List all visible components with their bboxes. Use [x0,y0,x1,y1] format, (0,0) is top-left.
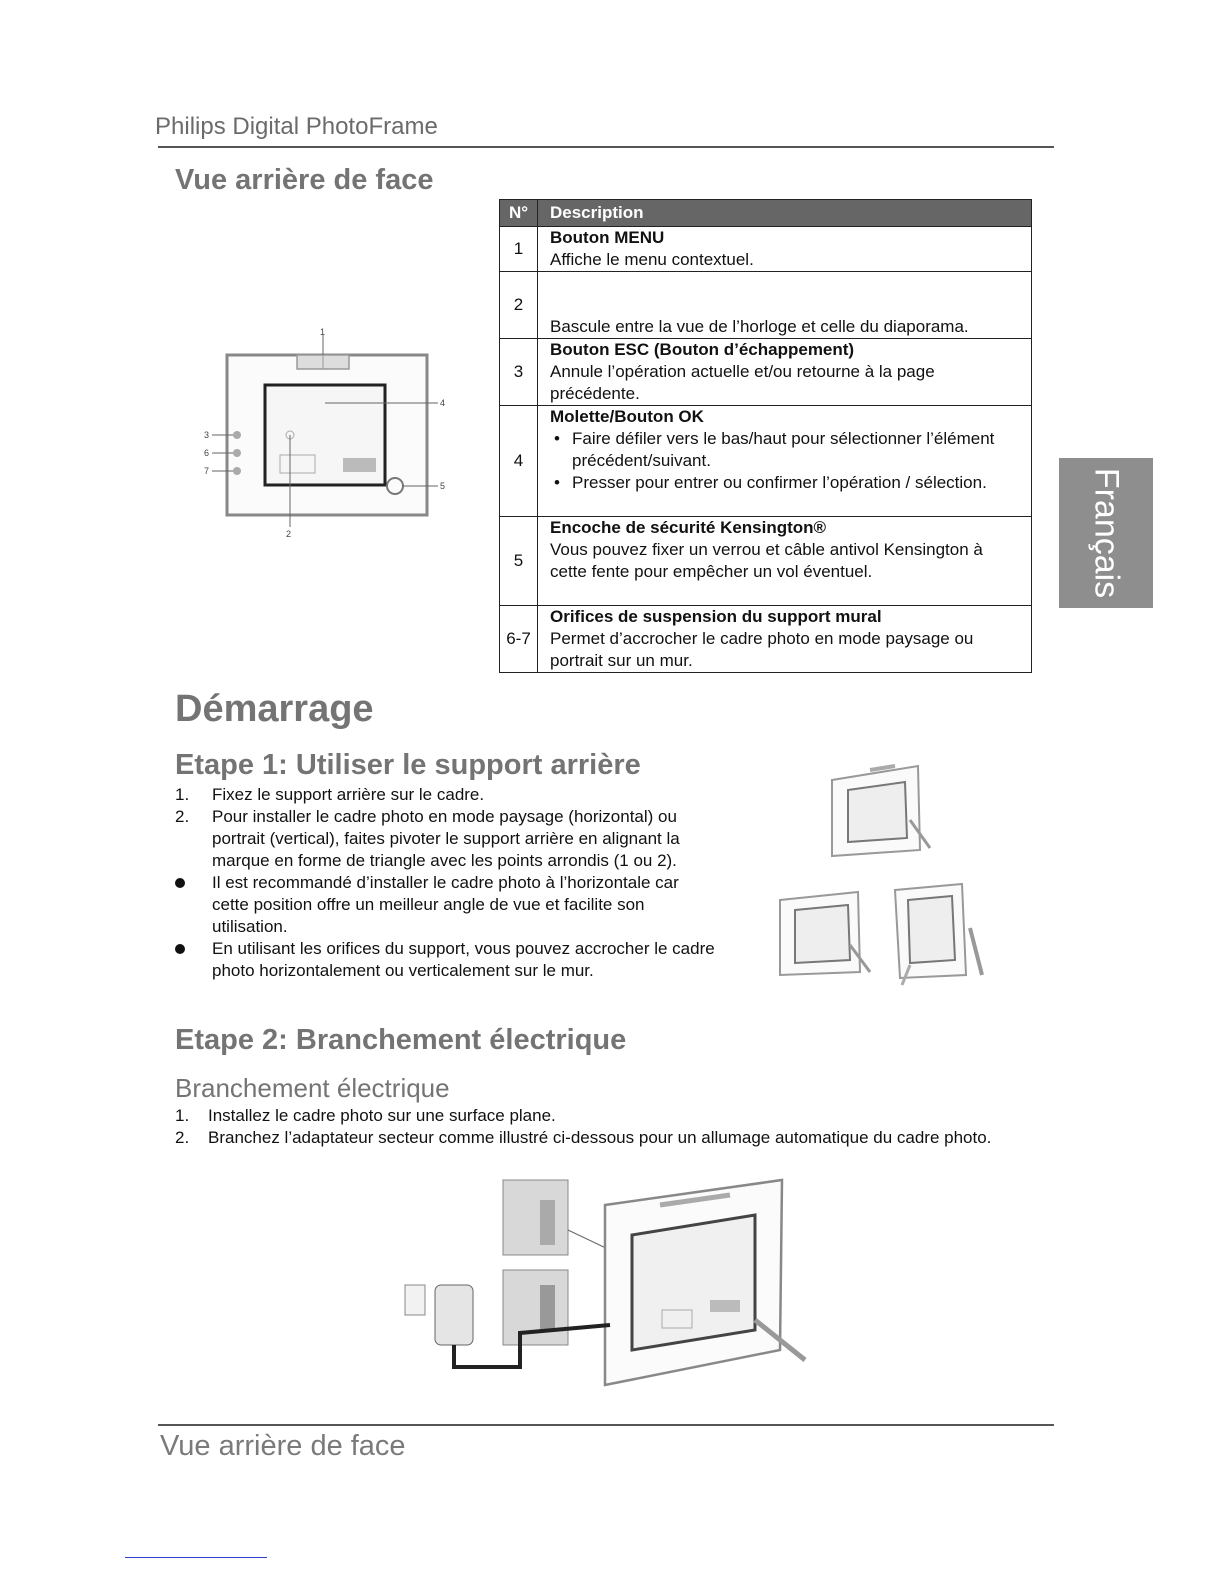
row-num: 5 [500,517,538,606]
step2-heading: Etape 2: Branchement électrique [175,1024,627,1056]
row-num: 2 [500,272,538,339]
list-item-text: Branchez l’adaptateur secteur comme illustré ci-dessous pour un allumage automatique du cadre photo. [208,1128,992,1147]
col-desc-header: Description [538,200,1032,227]
header-rule [158,146,1054,148]
row-text: Bascule entre la vue de l’horloge et celle du diaporama. [550,317,969,336]
list-item-text: Installez le cadre photo sur une surface plane. [208,1106,556,1125]
row-num: 6-7 [500,606,538,673]
callout-1: 1 [320,327,326,337]
list-marker: 2. [175,807,190,826]
list-item-text: Pour installer le cadre photo en mode paysage (horizontal) ou portrait (vertical), faites pivoter le support arrière en alignant la marque en forme de triangle avec les points arrondis (1 ou 2). [212,807,680,870]
list-item [175,1127,1045,1149]
list-item [175,872,720,938]
getting-started-heading: Démarrage [175,688,374,730]
list-marker: 1. [175,1106,190,1125]
table-row [500,339,1032,406]
row-text: Vous pouvez fixer un verrou et câble antivol Kensington à cette fente pour empêcher un vol éventuel. [550,540,983,581]
table-row [500,272,1032,339]
step1-heading: Etape 1: Utiliser le support arrière [175,749,641,781]
callout-5: 5 [440,481,446,491]
list-item-text: En utilisant les orifices du support, vous pouvez accrocher le cadre photo horizontalement ou verticalement sur le mur. [212,939,715,980]
bullet-icon [175,938,185,960]
table-row [500,517,1032,606]
callout-3: 3 [204,430,210,440]
running-header: Philips Digital PhotoFrame [155,113,438,140]
rear-view-heading: Vue arrière de face [175,164,434,196]
list-item [175,784,720,806]
rear-view-diagram [200,325,460,540]
language-tab [1059,458,1153,608]
rear-controls-table [499,199,1032,673]
table-row [500,406,1032,517]
col-num-header: N° [500,200,538,227]
list-item [175,1105,1045,1127]
table-header-row [500,200,1032,227]
callout-6: 6 [204,448,210,458]
power-connection-illustration [400,1175,810,1390]
callout-4: 4 [440,398,446,408]
table-row [500,606,1032,673]
row-text: Annule l’opération actuelle et/ou retourne à la page précédente. [550,362,935,403]
row-title: Molette/Bouton OK [550,407,704,426]
row-num: 3 [500,339,538,406]
row-title: Orifices de suspension du support mural [550,607,882,626]
step2-subheading: Branchement électrique [175,1073,450,1103]
running-footer: Vue arrière de face [160,1430,406,1462]
row-text: Permet d’accrocher le cadre photo en mode paysage ou portrait sur un mur. [550,629,974,670]
step2-list [175,1105,1045,1149]
step1-list [175,784,720,982]
row-num: 1 [500,227,538,272]
row-bullet: • Presser pour entrer ou confirmer l’opération / sélection. [572,472,1021,494]
list-item-text: Fixez le support arrière sur le cadre. [212,785,485,804]
language-tab-label: Français [1087,467,1126,599]
callout-2: 2 [286,529,292,539]
callout-7: 7 [204,466,210,476]
table-row [500,227,1032,272]
row-text: Affiche le menu contextuel. [550,250,754,269]
row-num: 4 [500,406,538,517]
stand-illustration [770,760,1000,990]
list-item [175,806,720,872]
list-marker: 1. [175,785,190,804]
row-title: Bouton MENU [550,228,665,247]
footer-rule [158,1424,1054,1426]
list-marker: 2. [175,1128,190,1147]
row-title: Encoche de sécurité Kensington® [550,518,827,537]
bullet-icon [175,872,185,894]
bottom-edge-line [125,1557,267,1558]
row-bullet-list [550,428,1021,494]
row-title: Bouton ESC (Bouton d’échappement) [550,340,855,359]
row-bullet: • Faire défiler vers le bas/haut pour sélectionner l’élément précédent/suivant. [572,428,1021,472]
list-item-text: Il est recommandé d’installer le cadre photo à l’horizontale car cette position offre un meilleur angle de vue et facilite son utilisation. [212,873,679,936]
list-item [175,938,720,982]
